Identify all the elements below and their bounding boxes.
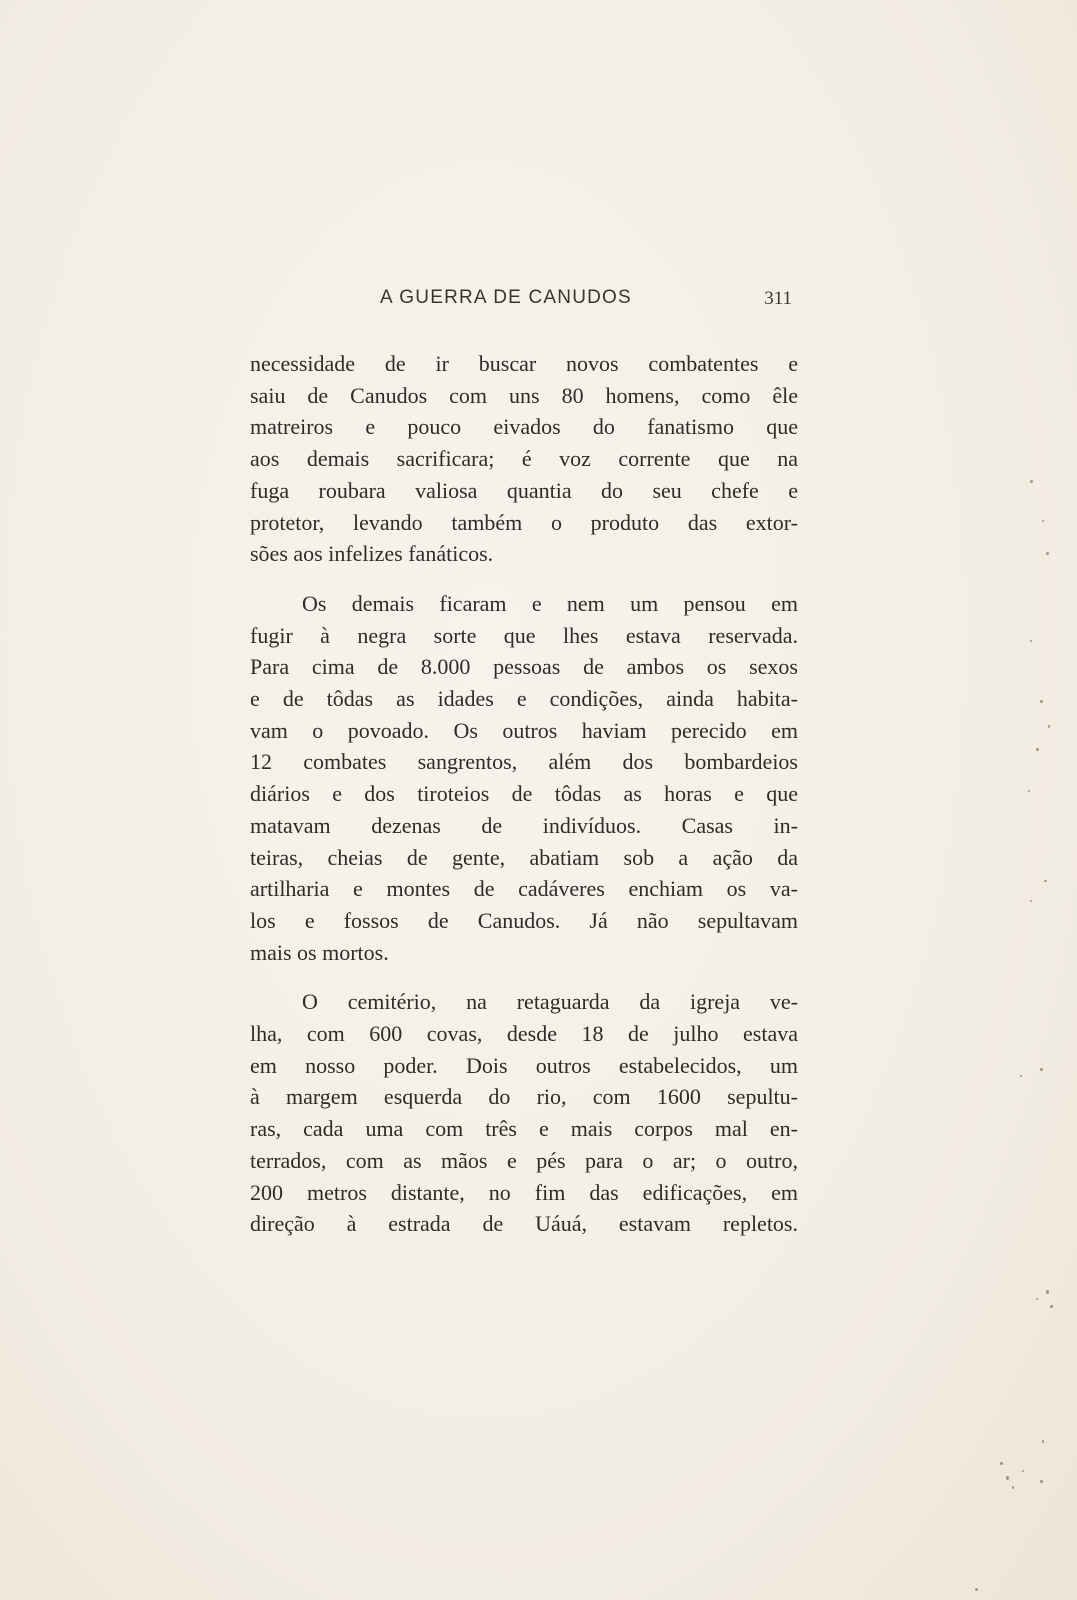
text-line: matavam dezenas de indivíduos. Casas in- (250, 812, 798, 838)
text-line: necessidade de ir buscar novos combatentes e (250, 351, 798, 376)
body-text (250, 348, 798, 1240)
text-line: saiu de Canudos com uns 80 homens, como êle (250, 382, 798, 408)
foxing-speck (1030, 640, 1032, 642)
foxing-speck (1046, 552, 1049, 555)
text-line: 200 metros distante, no fim das edificações, em (250, 1179, 798, 1205)
text-line: teiras, cheias de gente, abatiam sob a ação da (250, 844, 798, 870)
text-line: fugir à negra sorte que lhes estava reservada. (250, 622, 798, 648)
foxing-speck (1006, 1476, 1009, 1480)
text-line: em nosso poder. Dois outros estabelecidos, um (250, 1052, 798, 1078)
foxing-speck (1000, 1462, 1003, 1465)
foxing-speck (1020, 1075, 1022, 1077)
text-line: matreiros e pouco eivados do fanatismo que (250, 414, 798, 440)
foxing-speck (1044, 880, 1047, 882)
running-head (252, 287, 792, 317)
foxing-speck (1042, 520, 1044, 522)
foxing-speck (1030, 900, 1032, 902)
foxing-speck (1028, 790, 1030, 792)
text-line: protetor, levando também o produto das extor- (250, 509, 798, 535)
text-line: aos demais sacrificara; é voz corrente que na (250, 446, 798, 472)
text-line: mais os mortos. (250, 939, 389, 965)
text-line: sões aos infelizes fanáticos. (250, 541, 494, 567)
foxing-speck (1030, 480, 1033, 483)
text-line: direção à estrada de Uáuá, estavam repletos. (250, 1211, 798, 1237)
paragraph-2 (250, 588, 798, 968)
text-line: diários e dos tiroteios de tôdas as horas e que (250, 781, 798, 807)
paragraph-1 (250, 348, 798, 570)
foxing-speck (1036, 748, 1039, 751)
text-line: Os demais ficaram e nem um pensou em (302, 590, 798, 616)
foxing-speck (1042, 1440, 1044, 1443)
text-line: lha, com 600 covas, desde 18 de julho estava (250, 1021, 798, 1047)
text-line: O cemitério, na retaguarda da igreja ve- (302, 989, 798, 1015)
foxing-speck (1046, 1290, 1049, 1294)
foxing-speck (1036, 1298, 1038, 1300)
text-line: fuga roubara valiosa quantia do seu chefe e (250, 477, 798, 503)
foxing-speck (1050, 1305, 1053, 1308)
foxing-speck (1040, 700, 1043, 703)
text-line: los e fossos de Canudos. Já não sepultavam (250, 907, 798, 933)
foxing-speck (1012, 1486, 1014, 1489)
text-line: terrados, com as mãos e pés para o ar; o outro, (250, 1147, 798, 1173)
paragraph-3 (250, 986, 798, 1240)
text-line: e de tôdas as idades e condições, ainda habita- (250, 686, 798, 712)
foxing-speck (1022, 1470, 1024, 1472)
text-line: Para cima de 8.000 pessoas de ambos os sexos (250, 654, 798, 680)
text-line: vam o povoado. Os outros haviam perecido em (250, 717, 798, 743)
text-line: à margem esquerda do rio, com 1600 sepultu- (250, 1084, 798, 1110)
text-line: artilharia e montes de cadáveres enchiam os va- (250, 876, 798, 902)
foxing-speck (1040, 1480, 1043, 1483)
foxing-speck (1048, 725, 1050, 728)
running-title: A GUERRA DE CANUDOS (380, 287, 632, 308)
foxing-speck (1040, 1068, 1043, 1071)
text-line: 12 combates sangrentos, além dos bombardeios (250, 749, 798, 775)
text-line: ras, cada uma com três e mais corpos mal en- (250, 1116, 798, 1142)
foxing-speck (975, 1588, 978, 1591)
page-number: 311 (764, 288, 792, 309)
